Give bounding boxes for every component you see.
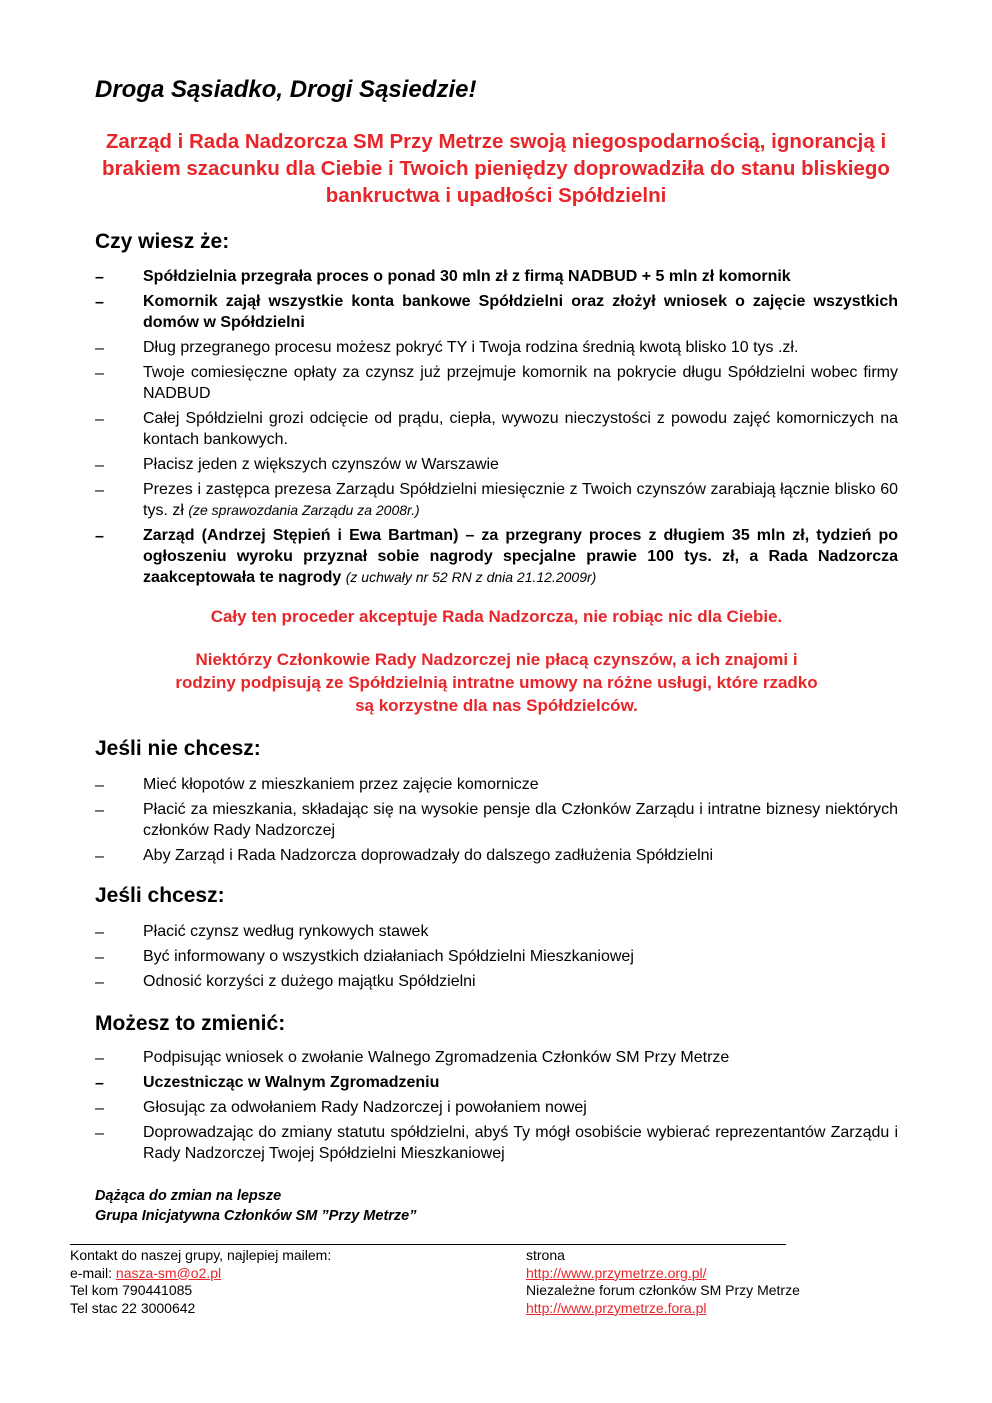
list-item-text: Twoje comiesięczne opłaty za czynsz już przejmuje komornik na pokrycie długu Spółdzielni wobec firmy NADBUD [143,364,898,402]
list-item-text: Odnosić korzyści z dużego majątku Spółdzielni [143,973,476,990]
list-item-text: Całej Spółdzielni grozi odcięcie od prądu, ciepła, wywozu nieczystości z powodu zajęć komorniczych na kontach bankowych. [143,410,898,448]
footer-divider [70,1244,786,1245]
dash-bullet-icon: – [95,528,104,545]
dash-bullet-icon: – [95,1075,104,1092]
change-list [95,1047,898,1168]
dash-bullet-icon: – [95,848,104,865]
want-list [95,921,898,996]
contact-heading: Kontakt do naszej grupy, najlepiej mailem: [70,1247,332,1263]
list-item [95,408,898,450]
list-item-text: Komornik zajął wszystkie konta bankowe Spółdzielni oraz złożył wniosek o zajęcie wszystkich domów w Spółdzielni [143,293,898,331]
dash-bullet-icon: – [95,974,104,991]
list-item-text: Zarząd (Andrzej Stępień i Ewa Bartman) – za przegrany proces z długiem 35 mln zł, tydzień po ogłoszeniu wyroku przyznał sobie nagrody specjalne prawie 100 tys. zł, a Rada Nadzorcza zaakceptowała te nagrody [143,527,898,586]
forum-link[interactable]: http://www.przymetrze.fora.pl [526,1299,707,1316]
list-item-text: Uczestnicząc w Walnym Zgromadzeniu [143,1074,440,1091]
signature-line: Dążąca do zmian na lepsze [95,1188,282,1204]
site-link[interactable]: http://www.przymetrze.org.pl/ [526,1264,707,1281]
dash-bullet-icon: – [95,365,104,382]
list-item [95,946,898,967]
dash-bullet-icon: – [95,294,104,311]
signature-block [95,1186,416,1226]
email-line [70,1265,331,1283]
list-item [95,1072,898,1093]
want-section-title: Jeśli chcesz: [95,884,225,907]
list-item [95,337,898,358]
list-item [95,799,898,841]
dont-want-section-title: Jeśli nie chcesz: [95,737,261,760]
dash-bullet-icon: – [95,340,104,357]
red-statement-approval: Cały ten proceder akceptuje Rada Nadzorcza, nie robiąc nic dla Ciebie. [210,607,783,626]
dash-bullet-icon: – [95,924,104,941]
red-statement-members: Niektórzy Członkowie Rady Nadzorczej nie płacą czynszów, a ich znajomi i rodziny podpisują ze Spółdzielnią intratne umowy na różne usługi, które rzadko są korzystne dla nas Spółdzielców. [175,650,818,715]
list-item-text: Dług przegranego procesu możesz pokryć TY i Twoja rodzina średnią kwotą blisko 10 tys .zł. [143,339,799,356]
list-item [95,479,898,521]
email-link[interactable]: nasza-sm@o2.pl [115,1264,222,1281]
forum-label: Niezależne forum członków SM Przy Metrze [526,1282,800,1298]
list-item-text: Spółdzielnia przegrała proces o ponad 30 mln zł z firmą NADBUD + 5 mln zł komornik [143,268,791,285]
dash-bullet-icon: – [95,411,104,428]
signature-group-name: Grupa Inicjatywna Członków SM ”Przy Metrze” [95,1208,417,1224]
list-item-text: Być informowany o wszystkich działaniach Spółdzielni Mieszkaniowej [143,948,634,965]
list-item [95,266,898,287]
dash-bullet-icon: – [95,777,104,794]
headline-statement: Zarząd i Rada Nadzorcza SM Przy Metrze swoją niegospodarnością, ignorancją i brakiem szacunku dla Ciebie i Twoich pieniędzy doprowadziła do stanu bliskiego bankructwa i upadłości Spółdzielni [102,130,890,207]
list-item-text: Doprowadzając do zmiany statutu spółdzielni, abyś Ty mógł osobiście wybierać reprezentantów Zarządu i Rady Nadzorczej Twojej Spółdzielni Mieszkaniowej [143,1124,898,1162]
list-item-text: Głosując za odwołaniem Rady Nadzorczej i powołaniem nowej [143,1099,587,1116]
greeting-heading: Droga Sąsiadko, Drogi Sąsiedzie! [95,76,477,103]
list-item [95,1047,898,1068]
source-note: (ze sprawozdania Zarządu za 2008r.) [188,502,420,518]
footer-links [526,1247,800,1317]
facts-section-title: Czy wiesz że: [95,230,230,253]
dash-bullet-icon: – [95,269,104,286]
dash-bullet-icon: – [95,1050,104,1067]
list-item [95,1097,898,1118]
source-note: (z uchwały nr 52 RN z dnia 21.12.2009r) [345,569,597,585]
list-item [95,525,898,588]
footer-contact [70,1247,331,1317]
list-item-text: Płacić za mieszkania, składając się na wysokie pensje dla Członków Zarządu i intratne biznesy niektórych członków Rady Nadzorczej [143,801,898,839]
dont-want-list [95,774,898,870]
list-item-text: Płacić czynsz według rynkowych stawek [143,923,429,940]
dash-bullet-icon: – [95,1100,104,1117]
list-item [95,971,898,992]
list-item-text: Prezes i zastępca prezesa Zarządu Spółdzielni miesięcznie z Twoich czynszów zarabiają łącznie blisko 60 tys. zł [143,481,898,519]
dash-bullet-icon: – [95,802,104,819]
list-item [95,454,898,475]
phone-fixed: Tel stac 22 3000642 [70,1299,196,1316]
dash-bullet-icon: – [95,457,104,474]
list-item [95,921,898,942]
dash-bullet-icon: – [95,1125,104,1142]
email-label: e-mail: [70,1264,116,1281]
list-item [95,1122,898,1164]
dash-bullet-icon: – [95,949,104,966]
list-item [95,362,898,404]
site-label: strona [526,1247,565,1263]
change-section-title: Możesz to zmienić: [95,1012,286,1035]
list-item [95,774,898,795]
facts-list [95,266,898,592]
list-item-text: Mieć kłopotów z mieszkaniem przez zajęcie komornicze [143,776,539,793]
list-item-text: Płacisz jeden z większych czynszów w Warszawie [143,456,499,473]
list-item [95,845,898,866]
list-item-text: Podpisując wniosek o zwołanie Walnego Zgromadzenia Członków SM Przy Metrze [143,1049,730,1066]
dash-bullet-icon: – [95,482,104,499]
list-item [95,291,898,333]
list-item-text: Aby Zarząd i Rada Nadzorcza doprowadzały do dalszego zadłużenia Spółdzielni [143,847,714,864]
phone-mobile: Tel kom 790441085 [70,1282,193,1298]
